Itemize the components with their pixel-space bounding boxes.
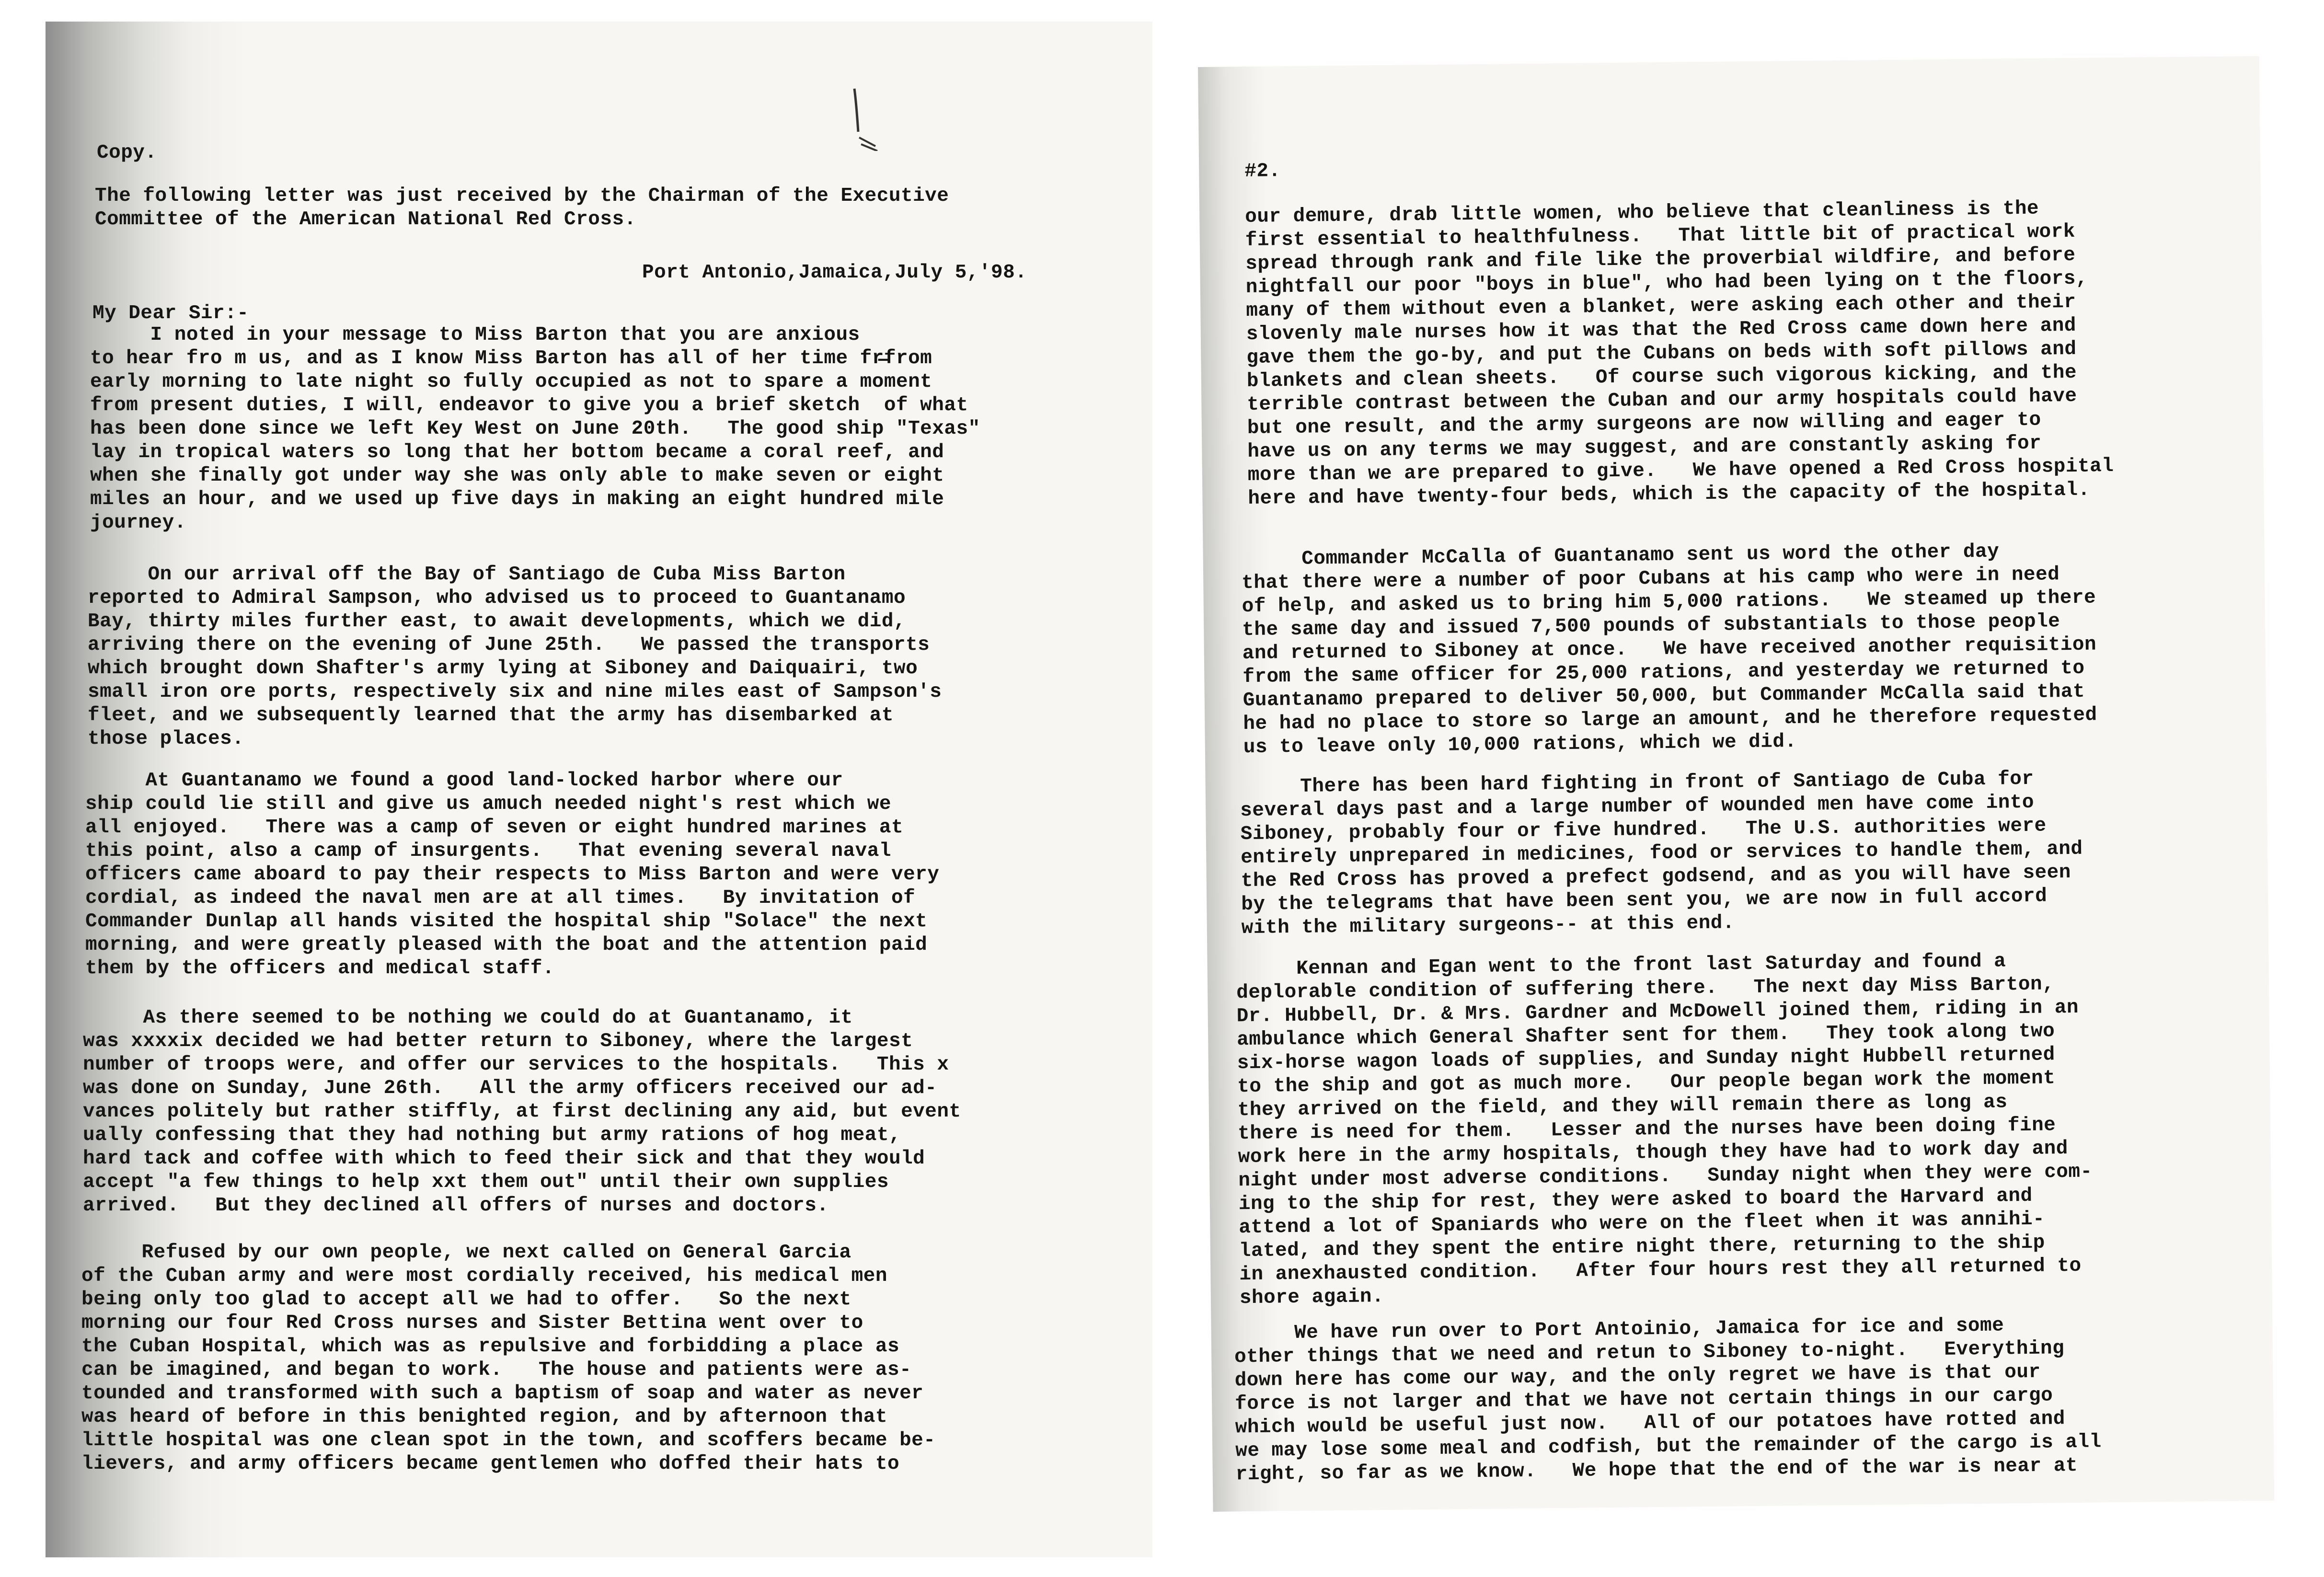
continuation-paragraph-2: Commander McCalla of Guantanamo sent us word the other day that there were a number of poor Cubans at his camp who were in need of help, and asked us to bring him 5,000 rations. We steamed up there the same day and issued 7,500 pounds of substantials to those people and returned to Siboney at once. We have received another requisition from the same officer for 25,000 rations, and yesterday we returned to Guantanamo prepared to deliver 50,000, but Commander McCalla said that he had no place to store so large an amount, and he therefore requested us to leave only 10,000 rations, which we did. xyxy=(1241,541,2097,759)
letter-paragraph-4: As there seemed to be nothing we could do at Guantanamo, it was xxxxix decided we had better return to Siboney, where the largest number of troops were, and offer our services to the hospitals. This x was done on Sunday, June 26th. All the army officers received our ad- vances politely but rather stiffly, at first declining any aid, but event ually confessing that they had nothing but army rations of hog meat, hard tack and coffee with which to feed their sick and that they would accept "a few things to help xxt them out" until their own supplies arrived. But they declined all offers of nurses and doctors. xyxy=(83,1007,961,1217)
dateline: Port Antonio,Jamaica,July 5,'98. xyxy=(642,262,1027,284)
pencil-annotation-mark xyxy=(851,84,884,151)
continuation-paragraph-4: Kennan and Egan went to the front last Saturday and found a deplorable condition of suffering there. The next day Miss Barton, Dr. Hubbell, Dr. & Mrs. Gardner and McDowell joined them, riding in an ambulance which General Shafter sent for them. They took along two six-horse wagon loads of supplies, and Sunday night Hubbell returned to the ship and got as much more. Our people began work the moment they arrived on the field, and they will remain there as long as there is need for them. Lesser and the nurses have been doing fine work here in the army hospitals, though they have had to work day and night under most adverse conditions. Sunday night when they were com- ing to the ship for rest, they were asked to board the Harvard and attend a lot of Spaniards who were on the fleet when it was annihi- lated, and they spent the entire night there, returning to the ship in anexhausted condition. After four hours rest they all returned to shore again. xyxy=(1236,950,2093,1310)
letter-paragraph-2: On our arrival off the Bay of Santiago de Cuba Miss Barton reported to Admiral Sampson, who advised us to proceed to Guantanamo Bay, thirty miles further east, to await developments, which we did, arriving there on the evening of June 25th. We passed the transports which brought down Shafter's army lying at Siboney and Daiquairi, two small iron ore ports, respectively six and nine miles east of Sampson's fleet, and we subsequently learned that the army has disembarked at those places. xyxy=(88,564,942,750)
letter-paragraph-5: Refused by our own people, we next called on General Garcia of the Cuban army and were most cordially received, his medical men being only too glad to accept all we had to offer. So the next morning our four Red Cross nurses and Sister Bettina went over to the Cuban Hospital, which was as repulsive and forbidding a place as can be imagined, and began to work. The house and patients were as- tounded and transformed with such a baptism of soap and water as never was heard of before in this benighted region, and by afternoon that little hospital was one clean spot in the town, and scoffers became be- lievers, and army officers became gentlemen who doffed their hats to xyxy=(81,1242,936,1475)
intro-paragraph: The following letter was just received by the Chairman of the Executive Committee of the American National Red Cross. xyxy=(95,185,949,230)
letter-paragraph-3: At Guantanamo we found a good land-locked harbor where our ship could lie still and give us amuch needed night's rest which we all enjoyed. There was a camp of seven or eight hundred marines at this point, also a camp of insurgents. That evening several naval officers came aboard to pay their respects to Miss Barton and were very cordial, as indeed the naval men are at all times. By invitation of Commander Dunlap all hands visited the hospital ship "Solace" the next morning, and were greatly pleased with the boat and the attention paid them by the officers and medical staff. xyxy=(85,770,940,979)
copy-heading: Copy. xyxy=(97,142,157,164)
left-letter-page xyxy=(46,22,1152,1557)
letter-paragraph-1: I noted in your message to Miss Barton that you are anxious to hear fro m us, and as I know Miss Barton has all of her time fr̶from early morning to late night so fully occupied as not to spare a moment from present duties, I will, endeavor to give you a brief sketch of what has been done since we left Key West on June 20th. The good ship "Texas" lay in tropical waters so long that her bottom became a coral reef, and when she finally got under way she was only able to make seven or eight miles an hour, and we used up five days in making an eight hundred mile journey. xyxy=(90,324,980,534)
salutation: My Dear Sir:- xyxy=(92,302,249,324)
continuation-paragraph-5: We have run over to Port Antoinio, Jamaica for ice and some other things that we need and retun to Siboney to-night. Everything down here has come our way, and the only regret we have is that our force is not larger and that we have not certain things in our cargo which would be useful just now. All of our potatoes have rotted and we may lose some meal and codfish, but the remainder of the cargo is all right, so far as we know. We hope that the end of the war is near at xyxy=(1234,1314,2102,1486)
page-number: #2. xyxy=(1244,160,1281,183)
continuation-paragraph-3: There has been hard fighting in front of Santiago de Cuba for several days past and a large number of wounded men have come into Siboney, probably four or five hundred. The U.S. authorities were entirely unprepared in medicines, food or services to handle them, and the Red Cross has proved a prefect godsend, and as you will have seen by the telegrams that have been sent you, we are now in full accord with the military surgeons-- at this end. xyxy=(1240,768,2083,940)
continuation-paragraph-1: our demure, drab little women, who believe that cleanliness is the first essential to healthfulness. That little bit of practical work spread through rank and file like the proverbial wildfire, and before nightfall our poor "boys in blue", who had been lying on t the floors, many of them without even a blanket, were asking each other and their slovenly male nurses how it was that the Red Cross came down here and gave them the go-by, and put the Cubans on beds with soft pillows and blankets and clean sheets. Of course such vigorous kicking, and the terrible contrast between the Cuban and our army hospitals could have but one result, and the army surgeons are now willing and eager to have us on any terms we may suggest, and are constantly asking for more than we are prepared to give. We have opened a Red Cross hospital here and have twenty-four beds, which is the capacity of the hospital. xyxy=(1245,197,2114,510)
right-letter-page xyxy=(1198,56,2274,1512)
